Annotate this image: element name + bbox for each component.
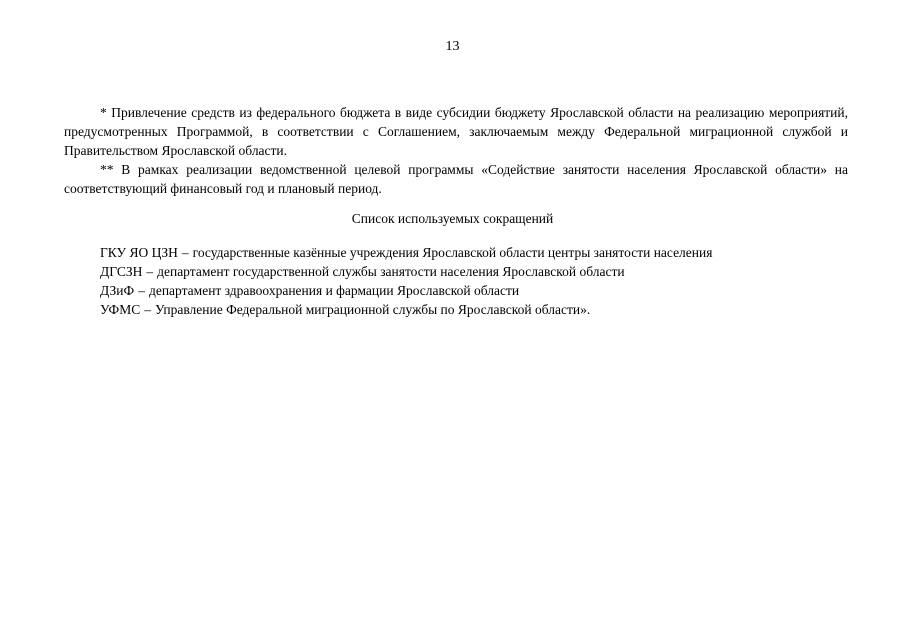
- abbreviation-item: [100, 262, 860, 281]
- abbreviation-term: УФМС: [100, 302, 141, 317]
- abbreviation-separator: –: [138, 283, 145, 298]
- abbreviations-heading: Список используемых сокращений: [351, 211, 554, 226]
- abbreviation-item: [100, 243, 860, 262]
- abbreviation-item: [100, 281, 860, 300]
- abbreviation-term: ГКУ ЯО ЦЗН: [100, 245, 178, 260]
- abbreviation-term: ДГСЗН: [100, 264, 143, 279]
- abbreviation-separator: –: [181, 245, 189, 260]
- abbreviation-definition: департамент государственной службы занятости населения Ярославской области: [157, 264, 625, 279]
- abbreviations-list: [100, 243, 860, 319]
- abbreviation-term: ДЗиФ: [100, 283, 135, 298]
- abbreviation-definition: департамент здравоохранения и фармации Ярославской области: [148, 283, 520, 298]
- abbreviation-separator: –: [146, 264, 154, 279]
- footnote-target-program: ** В рамках реализации ведомственной целевой программы «Содействие занятости населения Ярославской области» на соответствующий финансовый год и плановый период.: [64, 162, 848, 196]
- abbreviation-definition: Управление Федеральной миграционной службы по Ярославской области».: [154, 302, 591, 317]
- footnote-federal-budget: * Привлечение средств из федерального бюджета в виде субсидии бюджету Ярославской области на реализацию мероприятий, предусмотренных Программой, в соответствии с Соглашением, заключаемым между Федеральной миграционной службой и Правительством Ярославской области.: [64, 105, 848, 158]
- abbreviation-separator: –: [144, 302, 151, 317]
- abbreviation-definition: государственные казённые учреждения Ярославской области центры занятости населения: [192, 245, 713, 260]
- abbreviation-item: [100, 300, 860, 319]
- footnotes: [64, 103, 848, 198]
- page-number: 13: [445, 39, 460, 54]
